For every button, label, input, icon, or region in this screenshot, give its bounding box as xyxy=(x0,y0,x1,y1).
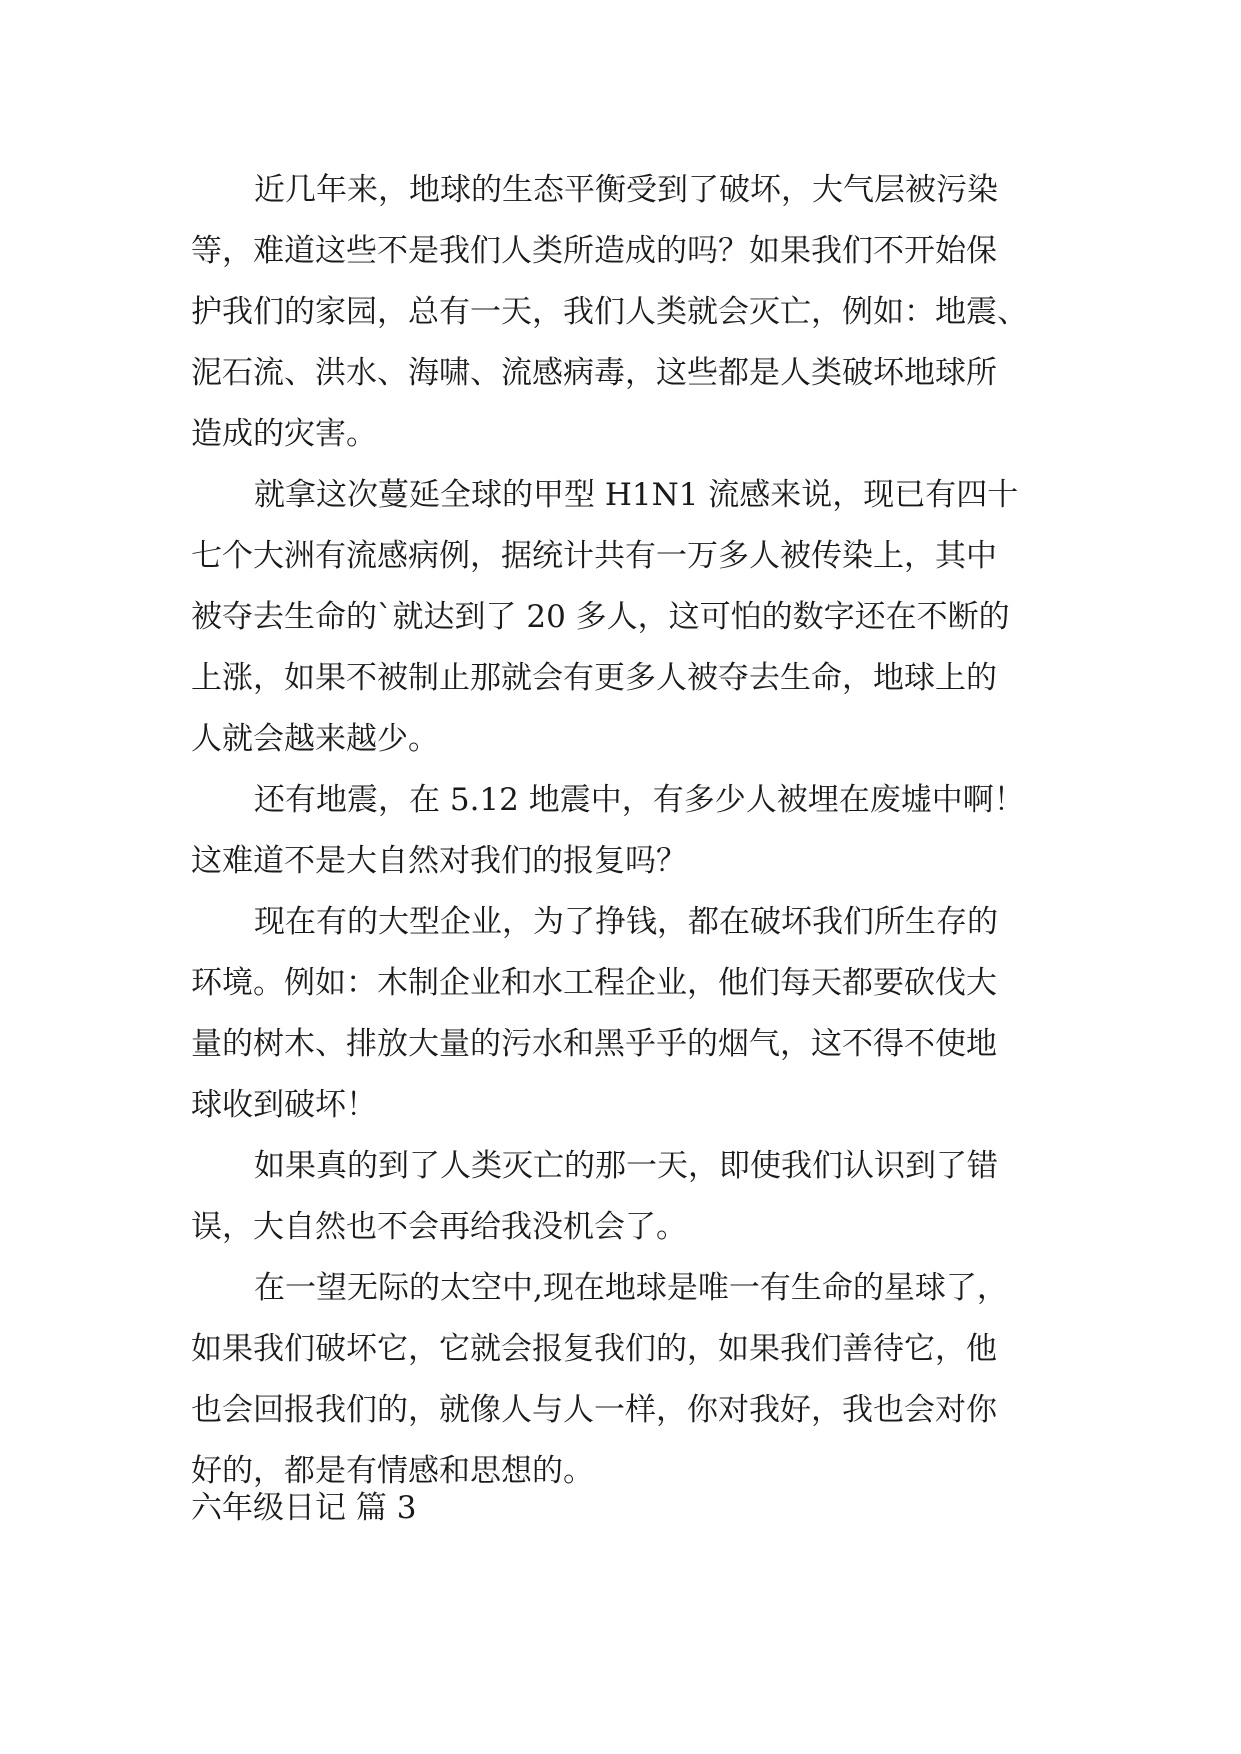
body-text xyxy=(191,160,1091,1502)
text-line: 近几年来，地球的生态平衡受到了破坏，大气层被污染 xyxy=(254,172,998,208)
text-line: 环境。例如：木制企业和水工程企业，他们每天都要砍伐大 xyxy=(191,965,997,1001)
text-line: 如果我们破坏它，它就会报复我们的，如果我们善待它，他 xyxy=(191,1331,997,1367)
paragraph xyxy=(191,465,1091,770)
text-line: 人就会越来越少。 xyxy=(191,721,439,757)
text-line: 误，大自然也不会再给我没机会了。 xyxy=(191,1209,687,1245)
text-line: 泥石流、洪水、海啸、流感病毒，这些都是人类破坏地球所 xyxy=(191,355,997,391)
paragraph xyxy=(191,1136,1091,1258)
section-heading: 六年级日记 篇 3 xyxy=(191,1490,417,1526)
text-line: 就拿这次蔓延全球的甲型 H1N1 流感来说，现已有四十 xyxy=(254,477,1019,513)
text-line: 在一望无际的太空中,现在地球是唯一有生命的星球了， xyxy=(254,1270,1008,1306)
text-line: 也会回报我们的，就像人与人一样，你对我好，我也会对你 xyxy=(191,1392,997,1428)
text-line: 护我们的家园，总有一天，我们人类就会灭亡，例如：地震、 xyxy=(191,294,1028,330)
text-line: 好的，都是有情感和思想的。 xyxy=(191,1453,594,1489)
text-line: 上涨，如果不被制止那就会有更多人被夺去生命，地球上的 xyxy=(191,660,997,696)
paragraph xyxy=(191,160,1091,465)
text-line: 还有地震，在 5.12 地震中，有多少人被埋在废墟中啊！ xyxy=(254,782,1025,818)
text-line: 如果真的到了人类灭亡的那一天，即使我们认识到了错 xyxy=(254,1148,998,1184)
text-line: 现在有的大型企业，为了挣钱，都在破坏我们所生存的 xyxy=(254,904,998,940)
text-line: 球收到破坏！ xyxy=(191,1087,377,1123)
paragraph xyxy=(191,770,1091,892)
text-line: 七个大洲有流感病例，据统计共有一万多人被传染上，其中 xyxy=(191,538,997,574)
paragraph xyxy=(191,892,1091,1136)
text-line: 被夺去生命的`就达到了 20 多人，这可怕的数字还在不断的 xyxy=(191,599,1010,635)
text-line: 等，难道这些不是我们人类所造成的吗？如果我们不开始保 xyxy=(191,233,997,269)
text-line: 造成的灾害。 xyxy=(191,416,377,452)
paragraph xyxy=(191,1258,1091,1502)
text-line: 这难道不是大自然对我们的报复吗？ xyxy=(191,843,687,879)
text-line: 量的树木、排放大量的污水和黑乎乎的烟气，这不得不使地 xyxy=(191,1026,997,1062)
